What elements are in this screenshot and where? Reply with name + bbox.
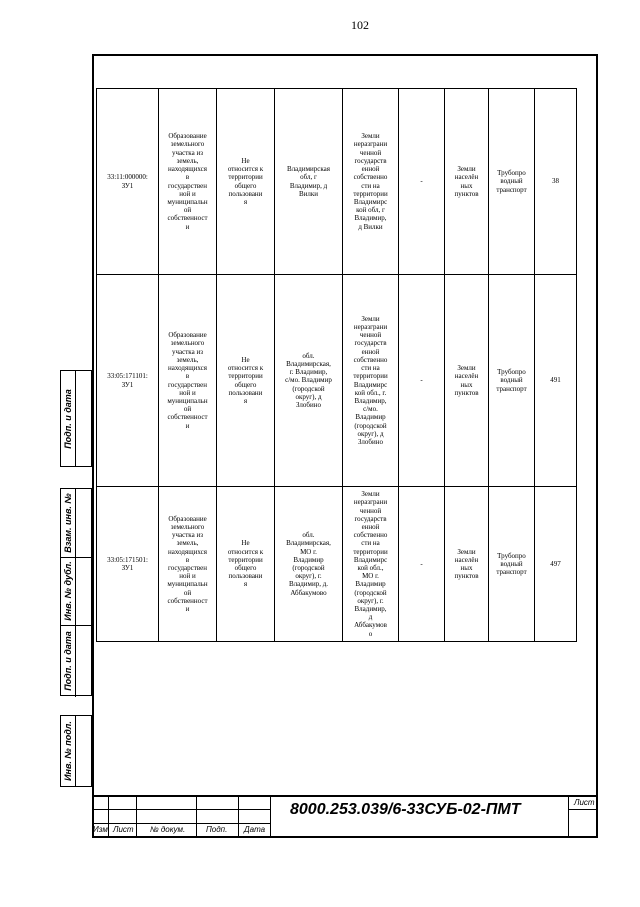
- public-use: Не относится к территории общего пользовани я: [217, 89, 275, 275]
- address: Владимирская обл, г Владимир, д Вилки: [275, 89, 343, 275]
- formation-purpose: Образование земельного участка из земель, находящихся в государствен ной и муниципальн ой собственност и: [159, 275, 217, 487]
- sign-label: Подп.: [206, 825, 228, 834]
- stamp-inv-orig: [60, 715, 92, 787]
- cadastral-number: 33:05:171101: ЗУ1: [97, 275, 159, 487]
- cadastral-number: 33:11:000000: ЗУ1: [97, 89, 159, 275]
- land-category: Земли населён ных пунктов: [445, 275, 489, 487]
- ownership: Земли неразграни ченной государств енной собственно сти на территории Владимирс кой обл., МО г. Владимир (городской округ), г. Владимир, д Аббакумов о: [343, 487, 399, 642]
- formation-purpose: Образование земельного участка из земель, находящихся в государствен ной и муниципальн ой собственност и: [159, 487, 217, 642]
- doc-num-label: № докум.: [150, 825, 186, 834]
- stamp-label: Подп. и дата: [63, 388, 73, 449]
- cadastral-number: 33:05:171501: ЗУ1: [97, 487, 159, 642]
- col6: -: [399, 275, 445, 487]
- stamp-sign-date-1: [60, 370, 92, 467]
- document-code: 8000.253.039/6-33СУБ-02-ПМТ: [290, 801, 521, 818]
- address: обл. Владимирская, г. Владимир, с/мо. Владимир (городской округ), д Злобино: [275, 275, 343, 487]
- table-row: [97, 89, 577, 275]
- col6: -: [399, 487, 445, 642]
- land-category: Земли населён ных пунктов: [445, 89, 489, 275]
- col6: -: [399, 89, 445, 275]
- area: 491: [535, 275, 577, 487]
- stamp-block: [60, 488, 92, 696]
- page-number: 102: [351, 18, 369, 32]
- izm-label: Изм: [93, 825, 108, 834]
- permitted-use: Трубопро водный транспорт: [489, 275, 535, 487]
- list-label: Лист: [113, 825, 134, 834]
- public-use: Не относится к территории общего пользовани я: [217, 275, 275, 487]
- land-plots-table: [96, 88, 577, 642]
- address: обл. Владимирская, МО г. Владимир (городской округ), г. Владимир, д. Аббакумово: [275, 487, 343, 642]
- area: 38: [535, 89, 577, 275]
- ownership: Земли неразграни ченной государств енной собственно сти на территории Владимирс кой обл, г Владимир, д Вилки: [343, 89, 399, 275]
- sheet-label: Лист: [574, 798, 595, 807]
- title-block: [92, 795, 598, 838]
- date-label: Дата: [244, 825, 266, 834]
- permitted-use: Трубопро водный транспорт: [489, 487, 535, 642]
- public-use: Не относится к территории общего пользовани я: [217, 487, 275, 642]
- stamp-label: Подп. и дата: [63, 631, 73, 691]
- area: 497: [535, 487, 577, 642]
- formation-purpose: Образование земельного участка из земель, находящихся в государствен ной и муниципальн ой собственност и: [159, 89, 217, 275]
- permitted-use: Трубопро водный транспорт: [489, 89, 535, 275]
- table-row: [97, 487, 577, 642]
- land-category: Земли населён ных пунктов: [445, 487, 489, 642]
- table-row: [97, 275, 577, 487]
- stamp-label: Инв. № подл.: [63, 721, 73, 781]
- stamp-label: Взам. инв. №: [63, 493, 73, 553]
- ownership: Земли неразграни ченной государств енной собственно сти на территории Владимирс кой обл., г. Владимир, с/мо. Владимир (городской округ), д Злобино: [343, 275, 399, 487]
- stamp-label: Инв. № дубл.: [63, 561, 73, 621]
